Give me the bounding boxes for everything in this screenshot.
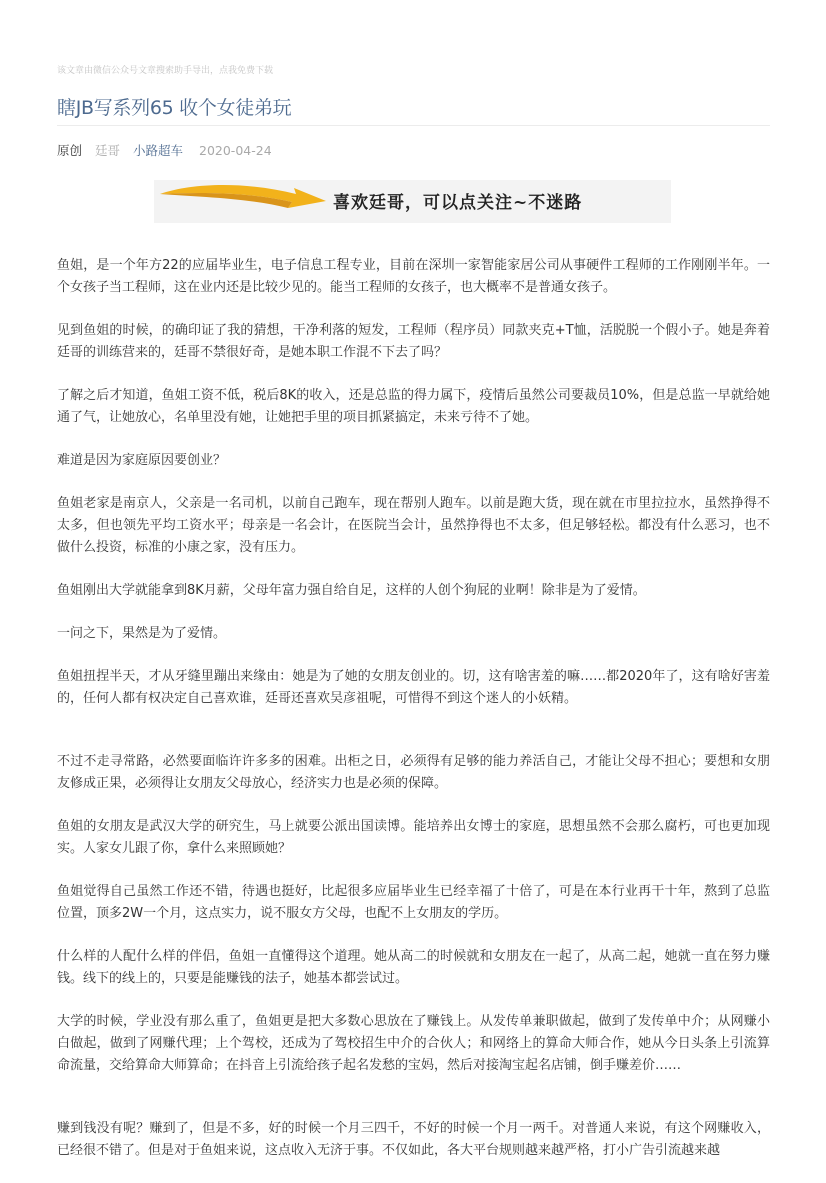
paragraph: 鱼姐，是一个年方22的应届毕业生，电子信息工程专业，目前在深圳一家智能家居公司从事硬件工程师的工作刚刚半年。一个女孩子当工程师，这在业内还是比较少见的。能当工程师的女孩子，也大概率不是普通女孩子。 bbox=[57, 258, 770, 295]
title-divider bbox=[57, 125, 770, 126]
paragraph: 鱼姐老家是南京人，父亲是一名司机，以前自己跑车，现在帮别人跑车。以前是跑大货，现在就在市里拉拉水，虽然挣得不太多，但也领先平均工资水平；母亲是一名会计，在医院当会计，虽然挣得也不太多，但足够轻松。都没有什么恶习，也不做什么投资，标准的小康之家，没有压力。 bbox=[57, 496, 770, 555]
article-body bbox=[57, 255, 770, 1183]
paragraph: 什么样的人配什么样的伴侣，鱼姐一直懂得这个道理。她从高二的时候就和女朋友在一起了，从高二起，她就一直在努力赚钱。线下的线上的，只要是能赚钱的法子，她基本都尝试过。 bbox=[57, 949, 770, 986]
paragraph: 了解之后才知道，鱼姐工资不低，税后8K的收入，还是总监的得力属下，疫情后虽然公司要裁员10%，但是总监一早就给她通了气，让她放心，名单里没有她，让她把手里的项目抓紧搞定，未来亏待不了她。 bbox=[57, 388, 770, 425]
original-tag: 原创 bbox=[57, 143, 83, 158]
paragraph: 不过不走寻常路，必然要面临许许多多的困难。出柜之日，必须得有足够的能力养活自己，才能让父母不担心；要想和女朋友修成正果，必须得让女朋友父母放心，经济实力也是必须的保障。 bbox=[57, 754, 770, 791]
paragraph: 一问之下，果然是为了爱情。 bbox=[57, 626, 227, 641]
paragraph: 鱼姐刚出大学就能拿到8K月薪，父母年富力强自给自足，这样的人创个狗屁的业啊！除非是为了爱情。 bbox=[57, 583, 646, 598]
paragraph: 大学的时候，学业没有那么重了，鱼姐更是把大多数心思放在了赚钱上。从发传单兼职做起，做到了发传单中介；从网赚小白做起，做到了网赚代理；上个驾校，还成为了驾校招生中介的合伙人；和网络上的算命大师合作，她从今日头条上引流算命流量，交给算命大师算命；在抖音上引流给孩子起名发愁的宝妈，然后对接淘宝起名店铺，倒手赚差价…… bbox=[57, 1014, 770, 1073]
arrow-icon bbox=[154, 180, 334, 223]
paragraph: 见到鱼姐的时候，的确印证了我的猜想，干净利落的短发，工程师（程序员）同款夹克+T恤，活脱脱一个假小子。她是奔着廷哥的训练营来的，廷哥不禁很好奇，是她本职工作混不下去了吗？ bbox=[57, 323, 770, 360]
paragraph: 鱼姐觉得自己虽然工作还不错，待遇也挺好，比起很多应届毕业生已经幸福了十倍了，可是在本行业再干十年，熬到了总监位置，顶多2W一个月，这点实力，说不服女方父母，也配不上女朋友的学历。 bbox=[57, 884, 770, 921]
export-note-link[interactable]: 该文章由微信公众号文章搜索助手导出，点我免费下载 bbox=[57, 66, 274, 76]
paragraph: 鱼姐扭捏半天，才从牙缝里蹦出来缘由：她是为了她的女朋友创业的。切，这有啥害羞的嘛……都2020年了，这有啥好害羞的，任何人都有权决定自己喜欢谁，廷哥还喜欢吴彦祖呢，可惜得不到这个迷人的小妖精。 bbox=[57, 669, 770, 706]
paragraph: 难道是因为家庭原因要创业？ bbox=[57, 453, 227, 468]
paragraph: 鱼姐的女朋友是武汉大学的研究生，马上就要公派出国读博。能培养出女博士的家庭，思想虽然不会那么腐朽，可也更加现实。人家女儿跟了你，拿什么来照顾她？ bbox=[57, 819, 770, 856]
article-meta bbox=[57, 141, 281, 159]
account-link[interactable]: 小路超车 bbox=[133, 143, 184, 158]
article-title: 瞎JB写系列65 收个女徒弟玩 bbox=[57, 97, 292, 119]
paragraph: 赚到钱没有呢？赚到了，但是不多，好的时候一个月三四千，不好的时候一个月一两千。对普通人来说，有这个网赚收入，已经很不错了。但是对于鱼姐来说，这点收入无济于事。不仅如此，各大平台规则越来越严格，打小广告引流越来越 bbox=[57, 1121, 770, 1158]
follow-banner bbox=[154, 180, 671, 223]
publish-date: 2020-04-24 bbox=[199, 143, 272, 158]
banner-text: 喜欢廷哥，可以点关注~不迷路 bbox=[333, 193, 583, 213]
author-name: 廷哥 bbox=[95, 143, 121, 158]
